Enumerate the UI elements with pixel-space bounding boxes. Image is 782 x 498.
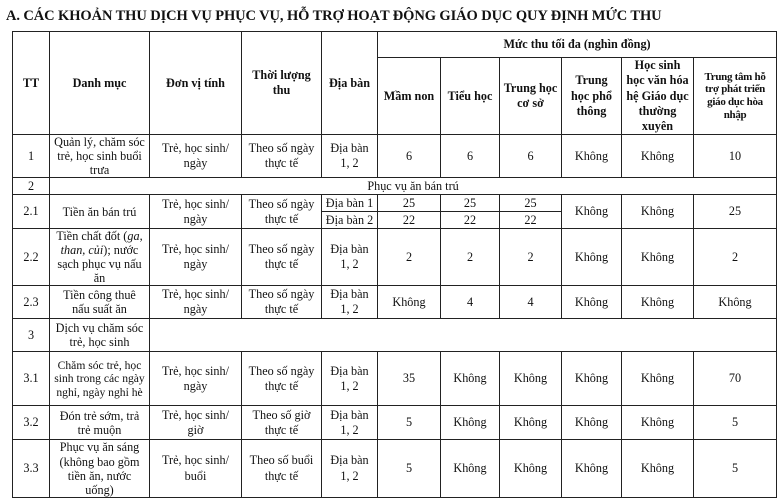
header-row [13,32,777,58]
row-area: Địa bàn 1, 2 [322,135,378,178]
cell-primary: Không [441,440,500,497]
row-area: Địa bàn 1 [322,195,378,212]
row-tt: 2.2 [13,229,50,286]
row-tt: 1 [13,135,50,178]
cell-preschool: 6 [378,135,441,178]
row-category: Phục vụ ăn sáng (không bao gồm tiền ăn, nước uống) [50,440,150,497]
table-row [13,286,777,319]
row-category: Tiền công thuê nấu suất ăn [50,286,150,319]
row-category: Đón trẻ sớm, trả trẻ muộn [50,406,150,440]
cell-high: Không [562,135,622,178]
row-area: Địa bàn 1, 2 [322,229,378,286]
cell-inclusive: 10 [694,135,777,178]
row-tt: 2.1 [13,195,50,229]
row-area: Địa bàn 1, 2 [322,406,378,440]
header-primary: Tiểu học [441,58,500,135]
cell-inclusive: 70 [694,352,777,406]
table-row [13,352,777,406]
header-duration: Thời lượng thu [242,32,322,135]
cell-preschool: 35 [378,352,441,406]
row-duration: Theo số giờ thực tế [242,406,322,440]
cell-secondary: 25 [500,195,562,212]
row-category [50,229,150,286]
row-category: Chăm sóc trẻ, học sinh trong các ngày nghỉ, ngày nghỉ hè [50,352,150,406]
cell-primary: 25 [441,195,500,212]
row-area: Địa bàn 1, 2 [322,440,378,497]
row-tt: 2 [13,178,50,195]
cell-preschool: 22 [378,212,441,229]
cell-primary: Không [441,406,500,440]
row-duration: Theo số ngày thực tế [242,286,322,319]
cell-high: Không [562,195,622,229]
table-row [13,195,777,212]
row-tt: 2.3 [13,286,50,319]
cell-high: Không [562,229,622,286]
header-continuing: Học sinh học văn hóa hệ Giáo dục thường xuyên [622,58,694,135]
cell-primary: Không [441,352,500,406]
row-tt: 3.2 [13,406,50,440]
row-duration: Theo số ngày thực tế [242,195,322,229]
row-unit: Trẻ, học sinh/ ngày [150,286,242,319]
cell-preschool: Không [378,286,441,319]
cell-preschool: 25 [378,195,441,212]
cell-inclusive: 5 [694,440,777,497]
row-duration: Theo số ngày thực tế [242,352,322,406]
row-empty [150,319,777,352]
row-duration: Theo số buổi thực tế [242,440,322,497]
header-category: Danh mục [50,32,150,135]
cell-continuing: Không [622,440,694,497]
cell-secondary: 4 [500,286,562,319]
cell-continuing: Không [622,195,694,229]
cell-secondary: Không [500,352,562,406]
cell-primary: 22 [441,212,500,229]
row-unit: Trẻ, học sinh/ ngày [150,352,242,406]
row-category: Dịch vụ chăm sóc trẻ, học sinh [50,319,150,352]
category-text-tail: ); nước sạch phục vụ nấu ăn [57,243,142,286]
row-unit: Trẻ, học sinh/ giờ [150,406,242,440]
section-heading: A. CÁC KHOẢN THU DỊCH VỤ PHỤC VỤ, HỖ TRỢ HOẠT ĐỘNG GIÁO DỤC QUY ĐỊNH MỨC THU [6,8,662,24]
header-unit: Đơn vị tính [150,32,242,135]
cell-preschool: 5 [378,440,441,497]
header-secondary: Trung học cơ sở [500,58,562,135]
table-row [13,440,777,497]
cell-inclusive: Không [694,286,777,319]
cell-continuing: Không [622,406,694,440]
header-tt: TT [13,32,50,135]
cell-preschool: 5 [378,406,441,440]
cell-high: Không [562,406,622,440]
row-duration: Theo số ngày thực tế [242,135,322,178]
category-italic: ga, than, củi [60,229,143,258]
header-max-fee: Mức thu tối đa (nghìn đồng) [378,32,777,58]
header-inclusive: Trung tâm hỗ trợ phát triển giáo dục hòa nhập [694,58,777,135]
cell-secondary: 2 [500,229,562,286]
cell-secondary: Không [500,406,562,440]
row-duration: Theo số ngày thực tế [242,229,322,286]
cell-continuing: Không [622,229,694,286]
cell-continuing: Không [622,135,694,178]
table-row [13,406,777,440]
row-area: Địa bàn 1, 2 [322,352,378,406]
row-category: Quản lý, chăm sóc trẻ, học sinh buổi trưa [50,135,150,178]
cell-preschool: 2 [378,229,441,286]
cell-inclusive: 2 [694,229,777,286]
row-unit: Trẻ, học sinh/ ngày [150,229,242,286]
cell-primary: 4 [441,286,500,319]
cell-continuing: Không [622,286,694,319]
row-unit: Trẻ, học sinh/ ngày [150,135,242,178]
cell-primary: 2 [441,229,500,286]
category-text: Tiền chất đốt ( [56,229,128,244]
row-area: Địa bàn 2 [322,212,378,229]
row-unit: Trẻ, học sinh/ ngày [150,195,242,229]
header-preschool: Mầm non [378,58,441,135]
header-area: Địa bàn [322,32,378,135]
cell-inclusive: 5 [694,406,777,440]
row-area: Địa bàn 1, 2 [322,286,378,319]
row-tt: 3 [13,319,50,352]
cell-high: Không [562,352,622,406]
cell-secondary: Không [500,440,562,497]
row-unit: Trẻ, học sinh/ buổi [150,440,242,497]
row-tt: 3.1 [13,352,50,406]
table-row [13,178,777,195]
row-category: Phục vụ ăn bán trú [50,178,777,195]
table-row [13,319,777,352]
cell-high: Không [562,440,622,497]
cell-secondary: 22 [500,212,562,229]
header-high: Trung học phổ thông [562,58,622,135]
row-category: Tiền ăn bán trú [50,195,150,229]
cell-primary: 6 [441,135,500,178]
cell-inclusive: 25 [694,195,777,229]
fee-table [12,31,777,498]
table-row [13,135,777,178]
cell-continuing: Không [622,352,694,406]
table-row [13,229,777,286]
cell-high: Không [562,286,622,319]
row-tt: 3.3 [13,440,50,497]
cell-secondary: 6 [500,135,562,178]
